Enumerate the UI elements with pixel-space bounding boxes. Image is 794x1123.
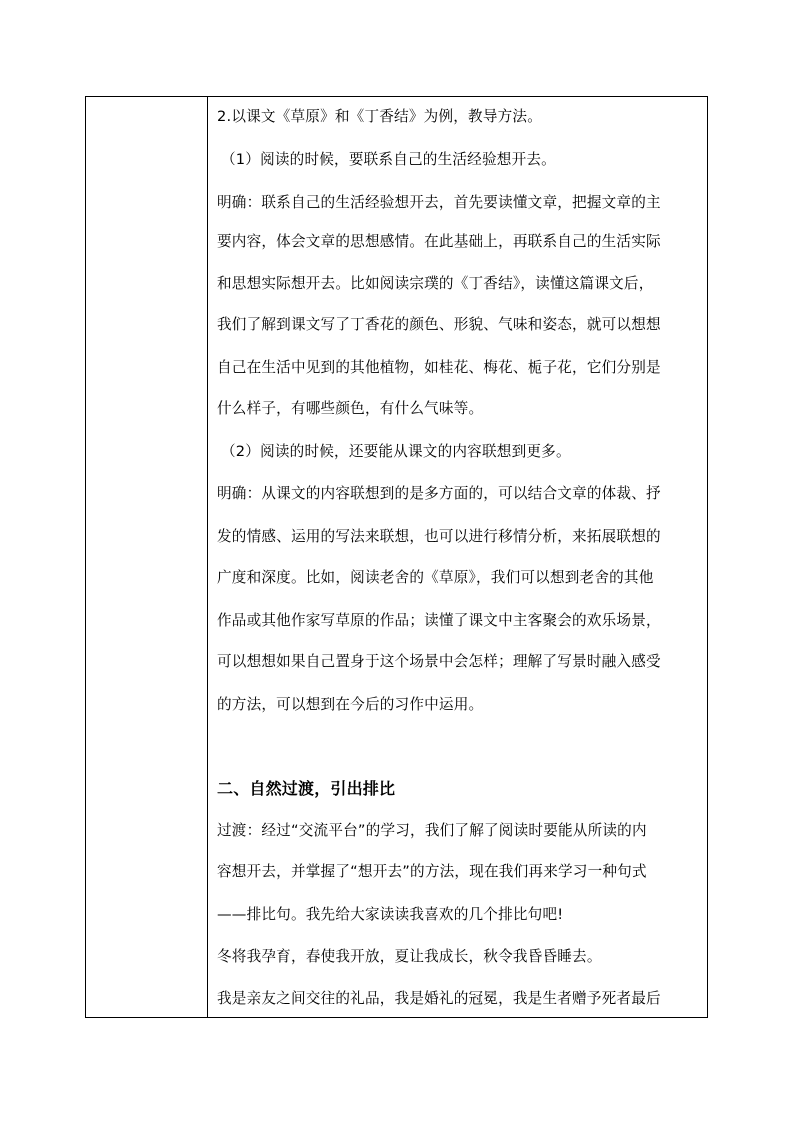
text-line: 什么样子，有哪些颜色，有什么气味等。 <box>217 400 484 417</box>
text-line: 自己在生活中见到的其他植物，如桂花、梅花、栀子花，它们分别是 <box>217 359 661 376</box>
text-line: 要内容，体会文章的思想感情。在此基础上，再联系自己的生活实际 <box>217 233 661 250</box>
text-line: 过渡：经过“交流平台”的学习，我们了解了阅读时要能从所读的内 <box>217 822 647 839</box>
text-line: 容想开去，并掌握了“想开去”的方法，现在我们再来学习一种句式 <box>217 863 647 880</box>
section-heading: 二、自然过渡，引出排比 <box>217 779 396 798</box>
text-line: 的方法，可以想到在今后的习作中运用。 <box>217 696 484 713</box>
text-line: （1）阅读的时候，要联系自己的生活经验想开去。 <box>221 151 556 168</box>
table-content-cell <box>208 97 707 1017</box>
text-line: 冬将我孕育，春使我开放，夏让我成长，秋令我昏昏睡去。 <box>217 948 602 965</box>
text-line: （2）阅读的时候，还要能从课文的内容联想到更多。 <box>221 443 571 460</box>
text-line: ——排比句。我先给大家读读我喜欢的几个排比句吧! <box>217 906 564 923</box>
text-line: 2.以课文《草原》和《丁香结》为例，教导方法。 <box>217 108 542 125</box>
text-line: 明确：联系自己的生活经验想开去，首先要读懂文章，把握文章的主 <box>217 194 661 211</box>
text-line: 和思想实际想开去。比如阅读宗璞的《丁香结》，读懂这篇课文后， <box>217 275 654 292</box>
text-line: 明确：从课文的内容联想到的是多方面的，可以结合文章的体裁、抒 <box>217 485 661 502</box>
text-line: 我们了解到课文写了丁香花的颜色、形貌、气味和姿态，就可以想想 <box>217 316 661 333</box>
text-line: 广度和深度。比如，阅读老舍的《草原》，我们可以想到老舍的其他 <box>217 569 654 586</box>
lesson-table <box>85 96 708 1018</box>
text-line: 可以想想如果自己置身于这个场景中会怎样；理解了写景时融入感受 <box>217 653 661 670</box>
text-line: 发的情感、运用的写法来联想，也可以进行移情分析，来拓展联想的 <box>217 528 661 545</box>
text-line: 我是亲友之间交往的礼品，我是婚礼的冠冕，我是生者赠予死者最后 <box>217 990 661 1007</box>
table-left-cell <box>86 97 208 1017</box>
text-line: 作品或其他作家写草原的作品；读懂了课文中主客聚会的欢乐场景， <box>217 612 661 629</box>
